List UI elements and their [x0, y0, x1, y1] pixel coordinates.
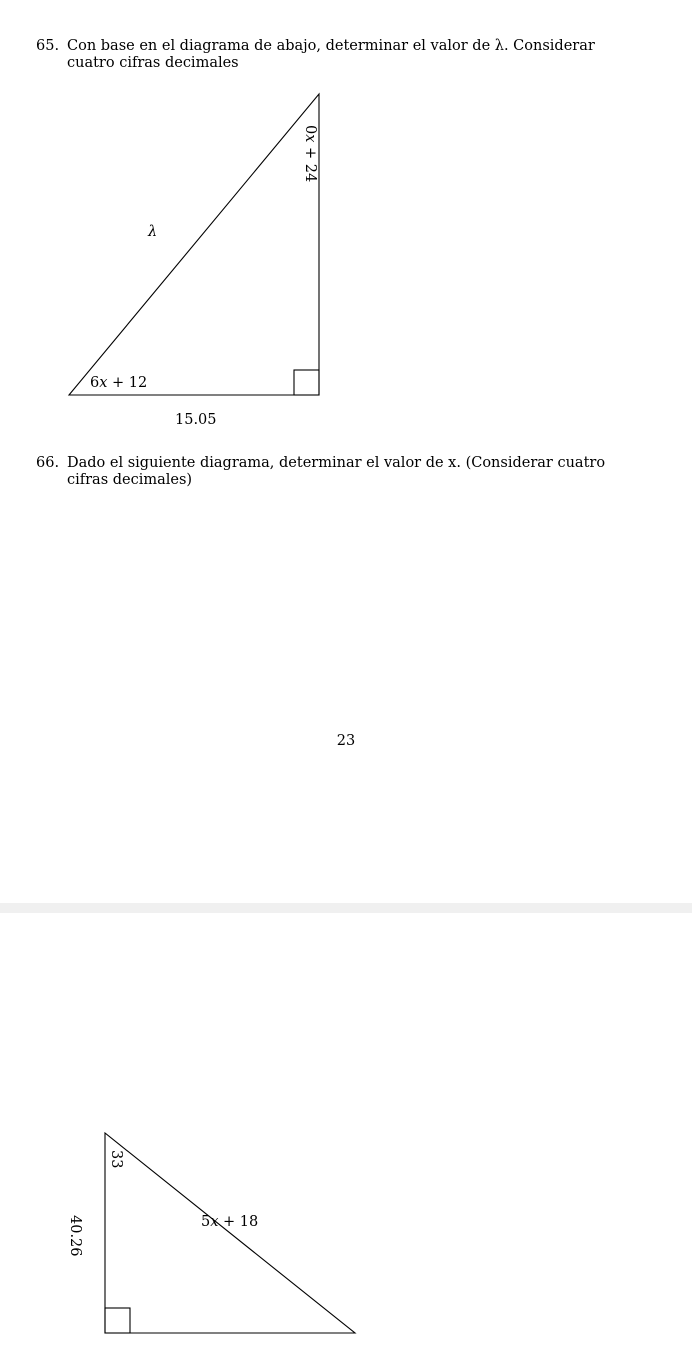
problem-65-text: Con base en el diagrama de abajo, determinar el valor de λ. Considerar cuatro cifras decimales — [67, 38, 595, 71]
triangle-66 — [105, 1133, 355, 1333]
problem-66-number: 66. — [36, 455, 60, 471]
triangle-65 — [69, 94, 319, 395]
problem-66-text: Dado el siguiente diagrama, determinar el valor de x. (Considerar cuatro cifras decimales) — [67, 455, 606, 488]
hypotenuse-label-66: 5x + 18 — [201, 1214, 259, 1230]
base-label-65: 15.05 — [175, 412, 217, 428]
page-separator — [0, 903, 692, 913]
angle-label-65: 6x + 12 — [90, 375, 148, 391]
right-angle-marker-65 — [294, 370, 319, 395]
problem-65-number: 65. — [36, 38, 60, 54]
diagram-66 — [0, 913, 692, 1364]
right-angle-marker-66 — [105, 1308, 130, 1333]
page-2 — [0, 913, 692, 1364]
page-number: 23 — [336, 733, 356, 749]
vertical-side-label-66: 40.26 — [67, 1215, 83, 1257]
problem-66 — [36, 455, 646, 489]
angle-label-66: 33 — [108, 1150, 124, 1169]
vertical-side-label-65: 0x + 24 — [302, 125, 318, 183]
hypotenuse-label-65: λ — [148, 224, 158, 240]
